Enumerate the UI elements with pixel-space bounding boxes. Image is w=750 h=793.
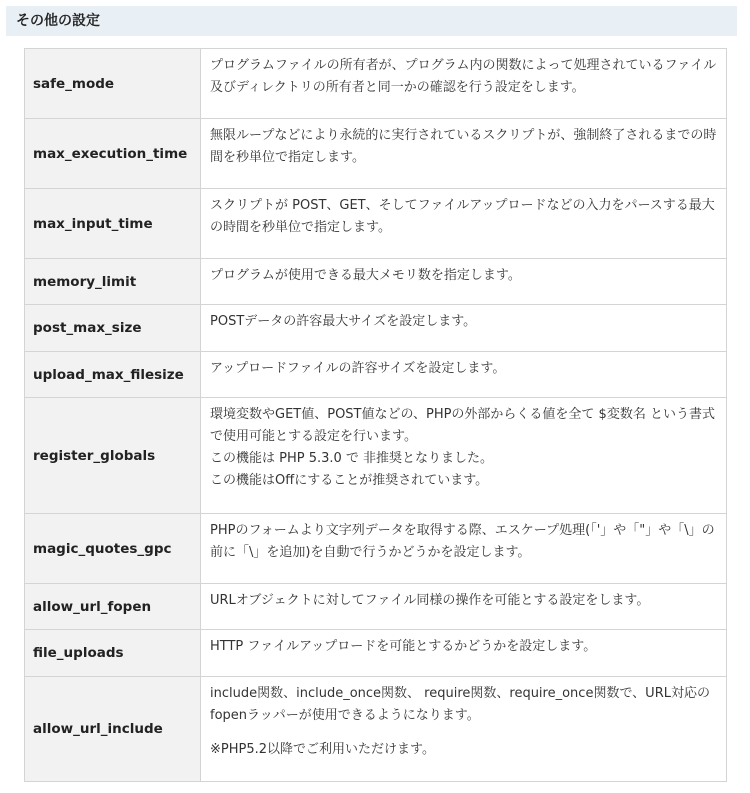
table-row bbox=[25, 259, 727, 305]
setting-description bbox=[201, 352, 727, 398]
description-line: 環境変数やGET値、POST値などの、PHPの外部からくる値を全て $変数名 という書式で使用可能とする設定を行います。 bbox=[210, 407, 715, 444]
setting-description bbox=[201, 305, 727, 352]
description-line: この機能はOffにすることが推奨されています。 bbox=[210, 473, 489, 488]
description-line: POSTデータの許容最大サイズを設定します。 bbox=[210, 314, 477, 329]
setting-key: file_uploads bbox=[25, 630, 201, 677]
table-row bbox=[25, 189, 727, 259]
setting-key: upload_max_filesize bbox=[25, 352, 201, 398]
setting-description bbox=[201, 514, 727, 584]
setting-description bbox=[201, 189, 727, 259]
setting-key: safe_mode bbox=[25, 49, 201, 119]
description-line: 無限ループなどにより永続的に実行されているスクリプトが、強制終了されるまでの時間を秒単位で指定します。 bbox=[210, 128, 717, 165]
setting-key: max_execution_time bbox=[25, 119, 201, 189]
table-row bbox=[25, 305, 727, 352]
setting-description bbox=[201, 630, 727, 677]
description-line: PHPのフォームより文字列データを取得する際、エスケープ処理(「'」や「"」や「\」の前に「\」を追加)を自動で行うかどうかを設定します。 bbox=[210, 523, 715, 560]
setting-description bbox=[201, 398, 727, 514]
description-line: ※PHP5.2以降でご利用いただけます。 bbox=[210, 742, 435, 757]
table-row bbox=[25, 119, 727, 189]
description-line: HTTP ファイルアップロードを可能とするかどうかを設定します。 bbox=[210, 639, 597, 654]
table-row bbox=[25, 398, 727, 514]
description-line: この機能は PHP 5.3.0 で 非推奨となりました。 bbox=[210, 451, 494, 466]
setting-key: memory_limit bbox=[25, 259, 201, 305]
table-row bbox=[25, 584, 727, 630]
table-row bbox=[25, 630, 727, 677]
table-row bbox=[25, 49, 727, 119]
setting-description bbox=[201, 119, 727, 189]
setting-description bbox=[201, 259, 727, 305]
setting-key: max_input_time bbox=[25, 189, 201, 259]
setting-key: allow_url_include bbox=[25, 677, 201, 782]
setting-key: allow_url_fopen bbox=[25, 584, 201, 630]
table-row bbox=[25, 677, 727, 782]
description-line: アップロードファイルの許容サイズを設定します。 bbox=[210, 361, 506, 376]
setting-description bbox=[201, 584, 727, 630]
description-line: URLオブジェクトに対してファイル同様の操作を可能とする設定をします。 bbox=[210, 593, 650, 608]
description-line: プログラムが使用できる最大メモリ数を指定します。 bbox=[210, 268, 521, 283]
setting-key: post_max_size bbox=[25, 305, 201, 352]
description-line: プログラムファイルの所有者が、プログラム内の関数によって処理されているファイル及びディレクトリの所有者と同一かの確認を行う設定をします。 bbox=[210, 58, 717, 95]
description-line: include関数、include_once関数、 require関数、require_once関数で、URL対応のfopenラッパーが使用できるようになります。 bbox=[210, 686, 710, 723]
settings-table bbox=[24, 48, 727, 782]
table-row bbox=[25, 352, 727, 398]
table-row bbox=[25, 514, 727, 584]
description-line: スクリプトが POST、GET、そしてファイルアップロードなどの入力をパースする最大の時間を秒単位で指定します。 bbox=[210, 198, 715, 235]
setting-description bbox=[201, 49, 727, 119]
setting-key: register_globals bbox=[25, 398, 201, 514]
setting-key: magic_quotes_gpc bbox=[25, 514, 201, 584]
section-heading: その他の設定 bbox=[6, 6, 737, 36]
setting-description bbox=[201, 677, 727, 782]
